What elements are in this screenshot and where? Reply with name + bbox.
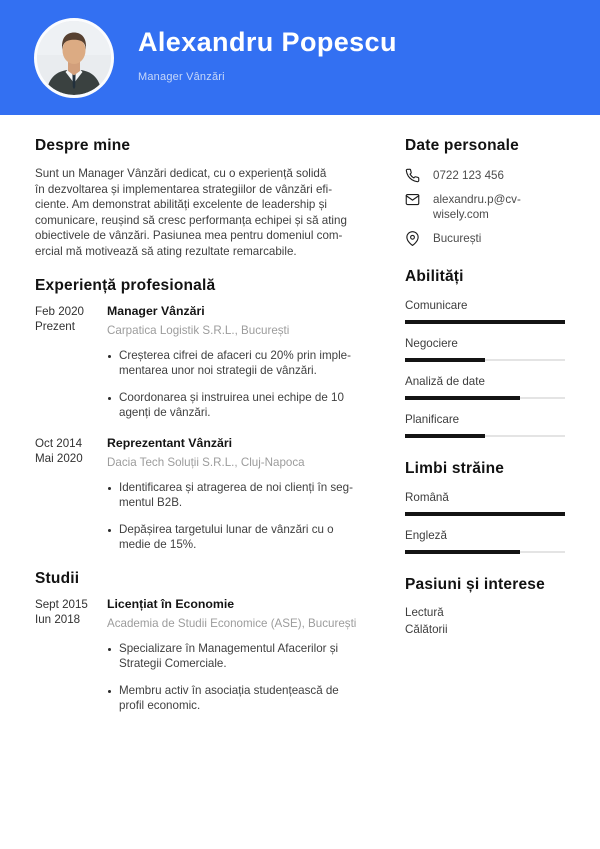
- skill-bar: [405, 320, 565, 324]
- skill-item: [405, 299, 565, 324]
- language-item: [405, 529, 565, 554]
- about-line: Sunt un Manager Vânzări dedicat, cu o experiență solidă: [35, 167, 327, 180]
- bullet-line: agenți de vânzări.: [119, 406, 211, 420]
- skill-bar: [405, 396, 565, 400]
- date-from: Feb 2020: [35, 304, 84, 318]
- interest-item: Călătorii: [405, 622, 448, 636]
- about-line: ercial mă motivează să ating rezultate remarcabile.: [35, 244, 297, 258]
- section-personal-data: [405, 137, 565, 246]
- section-heading-about: Despre mine: [35, 137, 131, 154]
- bullet-dot-icon: [108, 355, 111, 358]
- language-bar-fill: [405, 512, 565, 516]
- candidate-job-title: Manager Vânzări: [138, 70, 225, 83]
- education-bullet: [107, 641, 367, 672]
- about-line: ciente. Am demonstrat abilități excelente de leadership și: [35, 198, 327, 212]
- skill-bar: [405, 358, 565, 362]
- language-item: [405, 491, 565, 516]
- cv-body: [0, 115, 600, 729]
- email-line: wisely.com: [433, 208, 489, 221]
- date-from: Oct 2014: [35, 436, 83, 450]
- email-icon: [405, 192, 420, 207]
- language-bar: [405, 512, 565, 516]
- bullet-dot-icon: [108, 529, 111, 532]
- contact-email-row: [405, 192, 565, 222]
- location-pin-icon: [405, 231, 420, 246]
- skill-label: Planificare: [405, 413, 460, 426]
- contact-location-row: [405, 231, 565, 246]
- bullet-line: Specializare în Managementul Afacerilor și: [119, 641, 339, 655]
- job-bullet: [107, 348, 367, 379]
- bullet-line: Coordonarea și instruirea unei echipe de 10: [119, 390, 344, 404]
- job-bullet: [107, 480, 367, 511]
- skill-bar-fill: [405, 434, 485, 438]
- entry-dates: [35, 597, 107, 714]
- language-bar: [405, 550, 565, 554]
- profile-photo-illustration: [37, 21, 111, 95]
- bullet-line: mentul B2B.: [119, 496, 183, 510]
- education-bullet: [107, 683, 367, 714]
- header-info: [138, 26, 397, 87]
- job-bullet: [107, 522, 367, 553]
- section-heading-experience: Experiență profesională: [35, 276, 216, 294]
- date-to: Mai 2020: [35, 452, 83, 466]
- interest-item: Lectură: [405, 606, 444, 619]
- email-line: alexandru.p@cv-: [433, 193, 521, 206]
- skill-bar: [405, 434, 565, 438]
- bullet-line: Membru activ în asociația studențească de: [119, 683, 339, 697]
- skill-label: Analiză de date: [405, 375, 485, 388]
- job-company: Carpatica Logistik S.R.L., București: [107, 323, 290, 337]
- job-bullet: [107, 390, 367, 421]
- bullet-line: profil economic.: [119, 699, 201, 713]
- contact-phone-row: [405, 168, 565, 183]
- phone-number: 0722 123 456: [433, 169, 504, 182]
- candidate-name: Alexandru Popescu: [138, 26, 397, 57]
- profile-photo: [34, 18, 114, 98]
- date-to: Prezent: [35, 320, 75, 334]
- skill-item: [405, 375, 565, 400]
- job-title: Reprezentant Vânzări: [107, 435, 233, 450]
- skill-label: Negociere: [405, 337, 458, 350]
- section-heading-languages: Limbi străine: [405, 460, 505, 477]
- bullet-line: Strategii Comerciale.: [119, 657, 227, 671]
- section-skills: [405, 268, 565, 438]
- skill-item: [405, 337, 565, 362]
- language-bar-fill: [405, 550, 520, 554]
- experience-entry: [35, 436, 367, 553]
- section-heading-skills: Abilități: [405, 268, 464, 285]
- entry-dates: [35, 304, 107, 421]
- skill-item: [405, 413, 565, 438]
- experience-entry: [35, 304, 367, 421]
- job-title: Manager Vânzări: [107, 303, 205, 318]
- about-line: obiectivele de vânzări. Pasiunea mea pentru domeniul com-: [35, 229, 343, 243]
- phone-icon: [405, 168, 420, 183]
- language-label: Română: [405, 491, 449, 504]
- skill-bar-fill: [405, 358, 485, 362]
- section-about: [35, 137, 367, 260]
- bullet-line: medie de 15%.: [119, 538, 197, 552]
- date-from: Sept 2015: [35, 597, 88, 611]
- bullet-dot-icon: [108, 487, 111, 490]
- job-company: Dacia Tech Soluții S.R.L., Cluj-Napoca: [107, 455, 305, 469]
- section-interests: [405, 576, 565, 638]
- header-banner: [0, 0, 600, 115]
- education-entry: [35, 597, 367, 714]
- bullet-line: mentarea unor noi strategii de vânzări.: [119, 364, 317, 378]
- section-languages: [405, 460, 565, 554]
- about-line: comunicare, reușind să cresc performanța echipei și să ating: [35, 213, 347, 227]
- bullet-dot-icon: [108, 648, 111, 651]
- section-experience: [35, 277, 367, 553]
- section-education: [35, 570, 367, 714]
- degree-title: Licențiat în Economie: [107, 596, 235, 611]
- skill-bar-fill: [405, 396, 520, 400]
- section-heading-education: Studii: [35, 569, 80, 587]
- section-heading-personal: Date personale: [405, 137, 519, 154]
- bullet-dot-icon: [108, 690, 111, 693]
- bullet-line: Depășirea targetului lunar de vânzări cu o: [119, 522, 334, 536]
- right-column: [405, 137, 565, 729]
- bullet-line: Creșterea cifrei de afaceri cu 20% prin imple-: [119, 348, 351, 362]
- language-label: Engleză: [405, 529, 447, 542]
- email-address: [433, 192, 521, 222]
- location-city: București: [433, 232, 482, 245]
- bullet-line: Identificarea și atragerea de noi clienți în seg-: [119, 480, 353, 494]
- school-name: Academia de Studii Economice (ASE), București: [107, 616, 357, 630]
- section-heading-interests: Pasiuni și interese: [405, 576, 545, 593]
- bullet-dot-icon: [108, 397, 111, 400]
- entry-dates: [35, 436, 107, 553]
- left-column: [35, 137, 367, 729]
- date-to: Iun 2018: [35, 613, 81, 627]
- skill-label: Comunicare: [405, 299, 468, 312]
- about-paragraph: [35, 166, 367, 260]
- about-line: în dezvoltarea și implementarea strategiilor de vânzări efi-: [35, 182, 333, 196]
- skill-bar-fill: [405, 320, 565, 324]
